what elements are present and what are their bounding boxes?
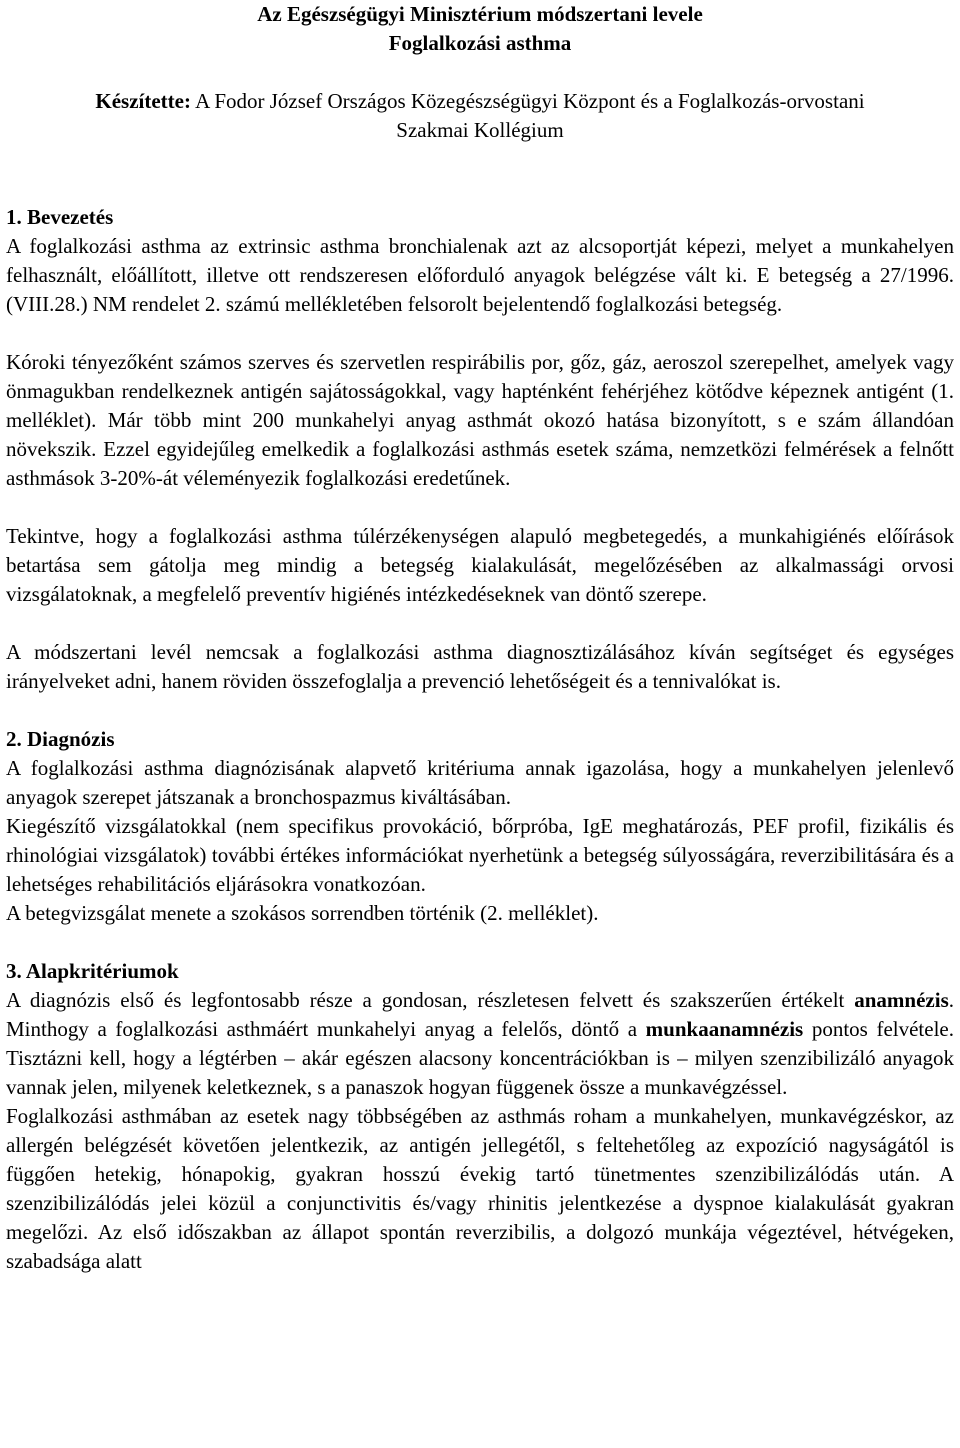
- spacer: [6, 319, 954, 348]
- spacer: [6, 696, 954, 725]
- intro-paragraph-1: A foglalkozási asthma az extrinsic asthma bronchialenak azt az alcsoportját képezi, melyet a munkahelyen felhasznált, előállított, illetve ott rendszeresen előforduló anyagok belégzése vált ki. E betegség a 27/1996. (VIII.28.) NM rendelet 2. számú mellékletében felsorolt bejelentendő foglalkozási betegség.: [6, 234, 954, 316]
- document-subtitle: Foglalkozási asthma: [388, 31, 572, 55]
- diagnosis-paragraph-3: A betegvizsgálat menete a szokásos sorrendben történik (2. melléklet).: [6, 901, 599, 925]
- section-heading-intro: 1. Bevezetés: [6, 205, 114, 229]
- intro-paragraph-4: A módszertani levél nemcsak a foglalkozási asthma diagnosztizálásához kíván segítséget és egységes irányelveket adni, hanem röviden összefoglalja a prevenció lehetőségeit és a tennivalókat is.: [6, 640, 954, 693]
- spacer: [6, 928, 954, 957]
- term-anamnesis: anamnézis: [854, 988, 949, 1012]
- section-heading-diagnosis: 2. Diagnózis: [6, 727, 115, 751]
- intro-paragraph-2: Kóroki tényezőként számos szerves és szervetlen respirábilis por, gőz, gáz, aeroszol szerepelhet, amelyek vagy önmagukban rendelkeznek antigén sajátosságokkal, vagy hapténként fehérjéhez kötődve képeznek antigént (1. melléklet). Már több mint 200 munkahelyi anyag asthmát okozó hatása bizonyított, s e szám állandóan növekszik. Ezzel egyidejűleg emelkedik a foglalkozási asthmás esetek száma, nemzetközi felmérések a felnőtt asthmások 3-20%-át véleményezik foglalkozási eredetűnek.: [6, 350, 954, 490]
- criteria-text: . Minthogy a foglalkozási asthmáért munkahelyi anyag a felelős, döntő a: [6, 988, 954, 1041]
- spacer: [6, 609, 954, 638]
- spacer: [6, 493, 954, 522]
- author-text: A Fodor József Országos Közegészségügyi Központ és a Foglalkozás-orvostani Szakmai Kollégium: [195, 89, 865, 142]
- diagnosis-paragraph-1: A foglalkozási asthma diagnózisának alapvető kritériuma annak igazolása, hogy a munkahelyen jelenlevő anyagok szerepet játszanak a bronchospazmus kiváltásában.: [6, 756, 954, 809]
- criteria-text: A diagnózis első és legfontosabb része a gondosan, részletesen felvett és szakszerűen értékelt: [6, 988, 855, 1012]
- spacer: [6, 145, 954, 174]
- term-work-anamnesis: munkaanamnézis: [645, 1017, 804, 1041]
- section-heading-criteria: 3. Alapkritériumok: [6, 959, 179, 983]
- diagnosis-paragraph-2: Kiegészítő vizsgálatokkal (nem specifikus provokáció, bőrpróba, IgE meghatározás, PEF profil, fizikális és rhinológiai vizsgálatok) további értékes információkat nyerhetünk a betegség súlyosságára, reverzibilitására és a lehetséges rehabilitációs eljárásokra vonatkozóan.: [6, 814, 954, 896]
- criteria-text: pontos felvétele. Tisztázni kell, hogy a légtérben – akár egészen alacsony koncentrációkban is – milyen szenzibilizáló anyagok vannak jelen, milyenek keletkeznek, s a panaszok hogyan függenek össze a munkavégzéssel.: [6, 1017, 954, 1099]
- author-line: [6, 87, 954, 145]
- intro-paragraph-3: Tekintve, hogy a foglalkozási asthma túlérzékenységen alapuló megbetegedés, a munkahigiénés előírások betartása sem gátolja meg mindig a betegség kialakulását, megelőzésében az alkalmassági orvosi vizsgálatoknak, a megfelelő preventív higiénés intézkedéseknek van döntő szerepe.: [6, 524, 954, 606]
- author-label: Készítette:: [95, 89, 191, 113]
- criteria-paragraph-1: [6, 986, 954, 1102]
- criteria-paragraph-2: Foglalkozási asthmában az esetek nagy többségében az asthmás roham a munkahelyen, munkavégzéskor, az allergén belégzését követően jelentkezik, az antigén jellegétől, s feltehetőleg az expozíció nagyságától is függően hetekig, hónapokig, gyakran hosszú évekig tartó tünetmentes szenzibilizálódás után. A szenzibilizálódás jelei közül a conjunctivitis és/vagy rhinitis jelentkezése a dyspnoe kialakulását gyakran megelőzi. Az első időszakban az állapot spontán reverzibilis, a dolgozó munkája végeztével, hétvégeken, szabadsága alatt: [6, 1104, 954, 1273]
- document-title: Az Egészségügyi Minisztérium módszertani levele: [257, 2, 703, 26]
- spacer: [6, 174, 954, 203]
